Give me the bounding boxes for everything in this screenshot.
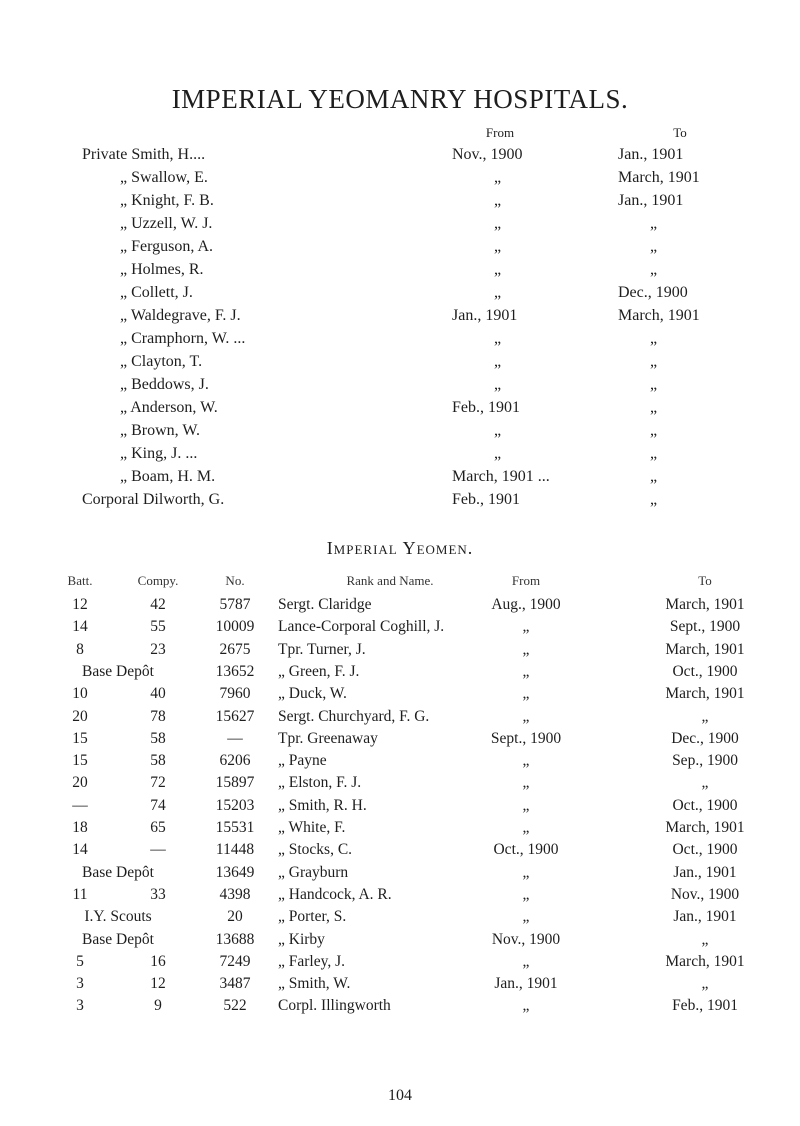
batt-cell: 15 (72, 752, 88, 770)
compy-cell: 9 (154, 997, 162, 1015)
patient-name: „ Clayton, T. (120, 353, 203, 370)
hospital-row (0, 284, 800, 306)
patient-name: „ King, J. ... (120, 445, 198, 462)
hospital-row (0, 422, 800, 444)
table-row (0, 730, 800, 751)
header-rank-name: Rank and Name. (346, 573, 434, 588)
header-batt: Batt. (67, 573, 93, 588)
rank-name-cell: „ Green, F. J. (278, 662, 360, 680)
patient-name: „ Anderson, W. (120, 399, 218, 416)
hospital-row (0, 399, 800, 421)
from-cell: „ (522, 662, 530, 680)
number-cell: 5787 (219, 596, 251, 613)
hospital-row (0, 169, 800, 191)
compy-cell: 58 (150, 729, 166, 747)
from-date: Feb., 1901 (452, 399, 520, 416)
hospital-row (0, 491, 800, 513)
to-cell: Nov., 1900 (670, 885, 740, 903)
from-cell: „ (522, 819, 530, 836)
table-row (0, 841, 800, 862)
rank-name-cell: Tpr. Greenaway (278, 729, 378, 747)
number-cell: 2675 (219, 640, 251, 658)
hospital-row (0, 445, 800, 467)
hospital-to-header: To (673, 125, 687, 140)
number-cell: 4398 (219, 885, 251, 903)
from-date: March, 1901 ... (452, 468, 550, 485)
compy-cell: 74 (150, 796, 166, 814)
batt-cell: 18 (72, 819, 88, 836)
header-no: No. (225, 573, 245, 588)
from-date: „ (494, 284, 502, 301)
rank-name-cell: „ Elston, F. J. (278, 774, 362, 792)
from-cell: Nov., 1900 (491, 930, 561, 948)
table-row (0, 596, 800, 617)
from-date: „ (494, 330, 502, 347)
rank-name-cell: Sergt. Claridge (278, 596, 372, 613)
from-cell: Jan., 1901 (494, 975, 558, 993)
number-cell: 15897 (215, 774, 255, 792)
section-title: Imperial Yeomen. (326, 538, 474, 558)
batt-cell: 15 (72, 729, 88, 747)
from-date: Jan., 1901 (452, 307, 518, 324)
to-cell: Jan., 1901 (673, 863, 737, 881)
number-cell: 15203 (215, 796, 255, 814)
to-cell: March, 1901 (665, 685, 745, 703)
rank-name-cell: „ Handcock, A. R. (278, 885, 392, 903)
from-date: „ (494, 169, 502, 186)
number-cell: 7960 (219, 685, 251, 703)
table-row (0, 663, 800, 684)
hospital-row (0, 238, 800, 260)
batt-cell: 11 (72, 885, 88, 903)
hospital-row (0, 376, 800, 398)
from-cell: Oct., 1900 (493, 841, 559, 859)
to-date: Jan., 1901 (618, 192, 684, 209)
rank-name-cell: „ Grayburn (278, 863, 349, 881)
from-date: „ (494, 376, 502, 393)
hospital-row (0, 330, 800, 352)
to-date: „ (650, 422, 658, 439)
from-date: Nov., 1900 (452, 146, 523, 163)
table-row (0, 975, 800, 996)
to-cell: Feb., 1901 (672, 997, 738, 1015)
number-cell: 15627 (215, 707, 255, 725)
compy-cell: 78 (150, 707, 166, 725)
to-cell: „ (701, 774, 709, 792)
to-date: „ (650, 215, 658, 232)
hospital-row (0, 146, 800, 168)
patient-name: Private Smith, H.... (82, 146, 206, 163)
patient-name: „ Holmes, R. (120, 261, 204, 278)
rank-name-cell: Tpr. Turner, J. (278, 640, 366, 658)
hospital-row (0, 192, 800, 214)
from-cell: „ (522, 952, 530, 970)
hospital-row (0, 468, 800, 490)
compy-cell: 42 (150, 596, 166, 613)
rank-name-cell: „ Smith, R. H. (278, 796, 367, 814)
compy-cell: 16 (150, 952, 166, 970)
to-cell: „ (701, 975, 709, 993)
compy-cell: 23 (150, 640, 166, 658)
patient-name: „ Brown, W. (120, 422, 200, 439)
number-cell: 10009 (215, 618, 255, 636)
header-compy: Compy. (137, 573, 179, 588)
to-cell: Sep., 1900 (672, 752, 738, 770)
batt-cell: 10 (72, 685, 88, 703)
rank-name-cell: „ Payne (278, 752, 327, 770)
to-date: Dec., 1900 (618, 284, 688, 301)
to-cell: Sept., 1900 (669, 618, 741, 636)
rank-name-cell: „ Porter, S. (278, 908, 347, 926)
number-cell: 11448 (215, 841, 255, 859)
from-cell: „ (522, 707, 530, 725)
to-date: „ (650, 330, 658, 347)
number-cell: 13688 (215, 930, 255, 948)
from-cell: „ (522, 997, 530, 1015)
batt-cell: I.Y. Scouts (84, 908, 152, 926)
table-row (0, 819, 800, 840)
from-date: Feb., 1901 (452, 491, 520, 508)
table-row (0, 708, 800, 729)
patient-name: „ Waldegrave, F. J. (120, 307, 241, 324)
to-date: „ (650, 445, 658, 462)
rank-name-cell: „ Farley, J. (278, 952, 346, 970)
header-from: From (511, 573, 541, 588)
rank-name-cell: Lance-Corporal Coghill, J. (278, 618, 445, 636)
from-date: „ (494, 192, 502, 209)
from-date: „ (494, 445, 502, 462)
number-cell: 15531 (215, 819, 255, 836)
to-cell: Oct., 1900 (672, 662, 738, 680)
to-cell: March, 1901 (665, 640, 745, 658)
number-cell: 7249 (219, 952, 251, 970)
hospital-row (0, 353, 800, 375)
number-cell: 6206 (219, 752, 251, 770)
number-cell: 3487 (219, 975, 251, 993)
batt-cell: 20 (72, 774, 88, 792)
compy-cell: — (150, 841, 166, 859)
from-cell: „ (522, 752, 530, 770)
table-row (0, 685, 800, 706)
to-cell: Oct., 1900 (672, 841, 738, 859)
from-cell: „ (522, 796, 530, 814)
number-cell: — (227, 729, 243, 747)
header-to: To (698, 573, 712, 588)
from-cell: Aug., 1900 (491, 596, 561, 613)
number-cell: 20 (227, 908, 243, 926)
batt-cell: — (72, 796, 88, 814)
to-date: „ (650, 468, 658, 485)
batt-cell: 12 (72, 596, 88, 613)
from-cell: „ (522, 908, 530, 926)
table-row (0, 774, 800, 795)
rank-name-cell: „ White, F. (278, 819, 346, 836)
table-row (0, 641, 800, 662)
patient-name: „ Collett, J. (120, 284, 193, 301)
patient-name: „ Beddows, J. (120, 376, 209, 393)
batt-cell: Base Depôt (82, 863, 154, 881)
patient-name: „ Uzzell, W. J. (120, 215, 213, 232)
table-row (0, 618, 800, 639)
rank-name-cell: „ Stocks, C. (278, 841, 353, 859)
batt-cell: 3 (76, 975, 84, 993)
batt-cell: Base Depôt (82, 930, 154, 948)
batt-cell: 3 (76, 997, 84, 1015)
to-date: „ (650, 261, 658, 278)
to-cell: „ (701, 707, 709, 725)
batt-cell: Base Depôt (82, 662, 154, 680)
table-row (0, 864, 800, 885)
rank-name-cell: Sergt. Churchyard, F. G. (278, 707, 430, 725)
compy-cell: 33 (150, 885, 166, 903)
table-row (0, 953, 800, 974)
patient-name: Corporal Dilworth, G. (82, 491, 225, 508)
rank-name-cell: Corpl. Illingworth (278, 997, 391, 1015)
number-cell: 13649 (215, 863, 255, 881)
from-cell: „ (522, 774, 530, 792)
batt-cell: 14 (72, 618, 88, 636)
to-cell: Jan., 1901 (673, 908, 737, 926)
from-date: „ (494, 238, 502, 255)
compy-cell: 40 (150, 685, 166, 703)
batt-cell: 14 (72, 841, 88, 859)
from-date: „ (494, 215, 502, 232)
table-row (0, 931, 800, 952)
compy-cell: 72 (150, 774, 166, 792)
table-row (0, 752, 800, 773)
to-date: „ (650, 399, 658, 416)
from-cell: „ (522, 640, 530, 658)
to-date: „ (650, 376, 658, 393)
patient-name: „ Swallow, E. (120, 169, 208, 186)
to-cell: March, 1901 (665, 596, 745, 613)
to-cell: March, 1901 (665, 819, 745, 836)
table-row (0, 886, 800, 907)
to-cell: Oct., 1900 (672, 796, 738, 814)
to-date: Jan., 1901 (618, 146, 684, 163)
from-cell: „ (522, 863, 530, 881)
from-cell: Sept., 1900 (490, 729, 562, 747)
compy-cell: 65 (150, 819, 166, 836)
from-date: „ (494, 261, 502, 278)
patient-name: „ Cramphorn, W. ... (120, 330, 246, 347)
hospital-row (0, 307, 800, 329)
to-date: March, 1901 (618, 169, 700, 186)
to-cell: March, 1901 (665, 952, 745, 970)
from-date: „ (494, 422, 502, 439)
to-date: „ (650, 238, 658, 255)
hospital-row (0, 215, 800, 237)
compy-cell: 55 (150, 618, 166, 636)
compy-cell: 58 (150, 752, 166, 770)
rank-name-cell: „ Smith, W. (278, 975, 351, 993)
number-cell: 522 (223, 997, 247, 1015)
to-date: „ (650, 491, 658, 508)
rank-name-cell: „ Duck, W. (278, 685, 347, 703)
hospital-from-header: From (485, 125, 515, 140)
to-cell: „ (701, 930, 709, 948)
patient-name: „ Ferguson, A. (120, 238, 214, 255)
number-cell: 13652 (215, 662, 255, 680)
page-number: 104 (388, 1087, 412, 1104)
to-date: „ (650, 353, 658, 370)
batt-cell: 20 (72, 707, 88, 725)
table-row (0, 997, 800, 1018)
rank-name-cell: „ Kirby (278, 930, 325, 948)
to-date: March, 1901 (618, 307, 700, 324)
table-row (0, 797, 800, 818)
from-cell: „ (522, 618, 530, 636)
batt-cell: 5 (76, 952, 84, 970)
hospital-row (0, 261, 800, 283)
page-title: IMPERIAL YEOMANRY HOSPITALS. (171, 84, 629, 114)
patient-name: „ Knight, F. B. (120, 192, 214, 209)
from-cell: „ (522, 885, 530, 903)
patient-name: „ Boam, H. M. (120, 468, 216, 485)
to-cell: Dec., 1900 (671, 729, 739, 747)
compy-cell: 12 (150, 975, 166, 993)
from-cell: „ (522, 685, 530, 703)
batt-cell: 8 (76, 640, 84, 658)
table-row (0, 908, 800, 929)
from-date: „ (494, 353, 502, 370)
